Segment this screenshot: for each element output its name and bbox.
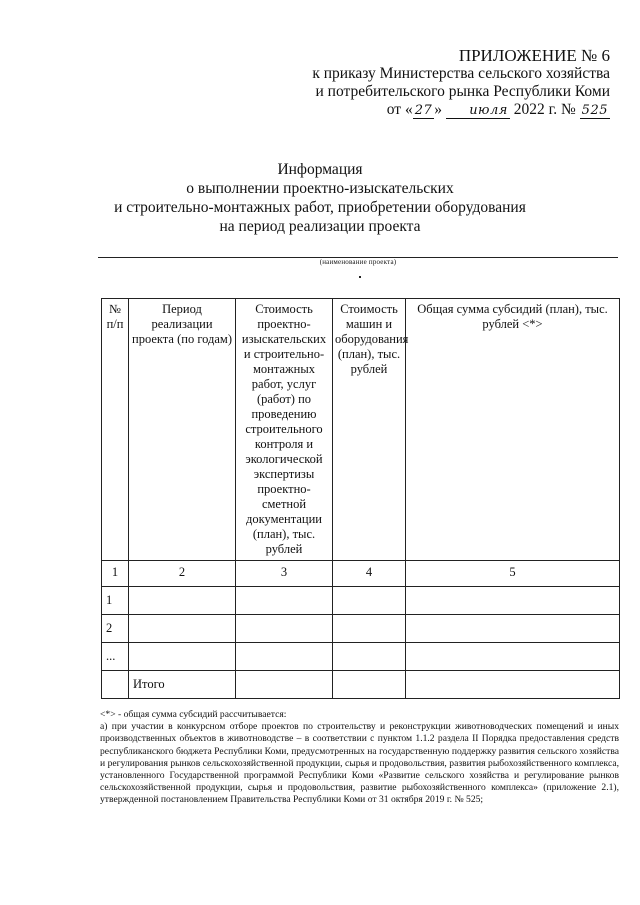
date-day-handwritten: 27 [414, 103, 433, 118]
table-total-row [102, 671, 620, 699]
cell [333, 643, 406, 671]
header-design-cost: Стоимость проектно-изыскательских и строительно-монтажных работ, услуг (работ) по проведению строительного контроля и экологической экспертизы проектно-сметной документации (план), тыс. рублей [236, 299, 333, 561]
cell [406, 587, 620, 615]
title-line-3: и строительно-монтажных работ, приобретении оборудования [114, 199, 526, 216]
header-period: Период реализации проекта (по годам) [129, 299, 236, 561]
cell [333, 587, 406, 615]
column-number: 1 [102, 561, 129, 587]
row-number: 1 [102, 587, 129, 615]
row-number [102, 671, 129, 699]
cell [406, 671, 620, 699]
report-table [101, 298, 620, 699]
stray-dot [359, 276, 361, 278]
appendix-number: ПРИЛОЖЕНИЕ № 6 [458, 46, 610, 65]
document-title [0, 160, 640, 236]
column-numbers-row [102, 561, 620, 587]
date-year: 2022 г. № [513, 101, 576, 118]
cell [333, 671, 406, 699]
header-equipment-cost: Стоимость машин и оборудования (план), тыс. рублей [333, 299, 406, 561]
cell [406, 615, 620, 643]
column-number: 2 [129, 561, 236, 587]
appendix-date-line [312, 101, 610, 119]
header-subsidy-total: Общая сумма субсидий (план), тыс. рублей <*> [406, 299, 620, 561]
cell [236, 587, 333, 615]
title-line-1: Информация [277, 161, 363, 178]
cell [406, 643, 620, 671]
row-number: ... [102, 643, 129, 671]
column-number: 3 [236, 561, 333, 587]
cell [236, 615, 333, 643]
table-header-row [102, 299, 620, 561]
row-period [129, 643, 236, 671]
appendix-line-2: и потребительского рынка Республики Коми [315, 83, 610, 100]
footnote-intro: <*> - общая сумма субсидий рассчитывается: [100, 709, 287, 720]
cell [236, 671, 333, 699]
column-number: 5 [406, 561, 620, 587]
table-row [102, 615, 620, 643]
project-name-caption: (наименование проекта) [319, 258, 397, 266]
date-mid: » [434, 101, 443, 118]
title-line-2: о выполнении проектно-изыскательских [186, 180, 454, 197]
table-row [102, 587, 620, 615]
row-number: 2 [102, 615, 129, 643]
date-month-handwritten: июля [446, 104, 510, 119]
header-number: № п/п [102, 299, 129, 561]
footnote [100, 709, 619, 807]
date-prefix: от « [386, 101, 413, 118]
order-number-handwritten: 525 [581, 103, 608, 118]
row-period [129, 615, 236, 643]
row-period [129, 587, 236, 615]
appendix-header [312, 47, 610, 119]
cell [236, 643, 333, 671]
total-label: Итого [129, 671, 236, 699]
column-number: 4 [333, 561, 406, 587]
table-row [102, 643, 620, 671]
cell [333, 615, 406, 643]
footnote-item-a: а) при участии в конкурсном отборе проектов по строительству и реконструкции животноводческих помещений и иных производственных объектов в животноводстве – в соответствии с пунктом 1.1.2 раздела II Порядка предоставления средств республиканского бюджета Республики Коми, предусмотренных на государственную поддержку развития сельского хозяйства и регулирования рынков сельскохозяйственной продукции, сырья и продовольствия, развития рыбохозяйственного комплекса, установленного Государственной программой Республики Коми «Развитие сельского хозяйства и регулирование рынков сельскохозяйственной продукции, сырья и продовольствия, развитие рыбохозяйственного комплекса» (приложение 2.1), утвержденной постановлением Правительства Республики Коми от 31 октября 2019 г. № 525; [100, 721, 619, 806]
title-line-4: на период реализации проекта [219, 218, 421, 235]
appendix-line-1: к приказу Министерства сельского хозяйства [312, 65, 610, 82]
